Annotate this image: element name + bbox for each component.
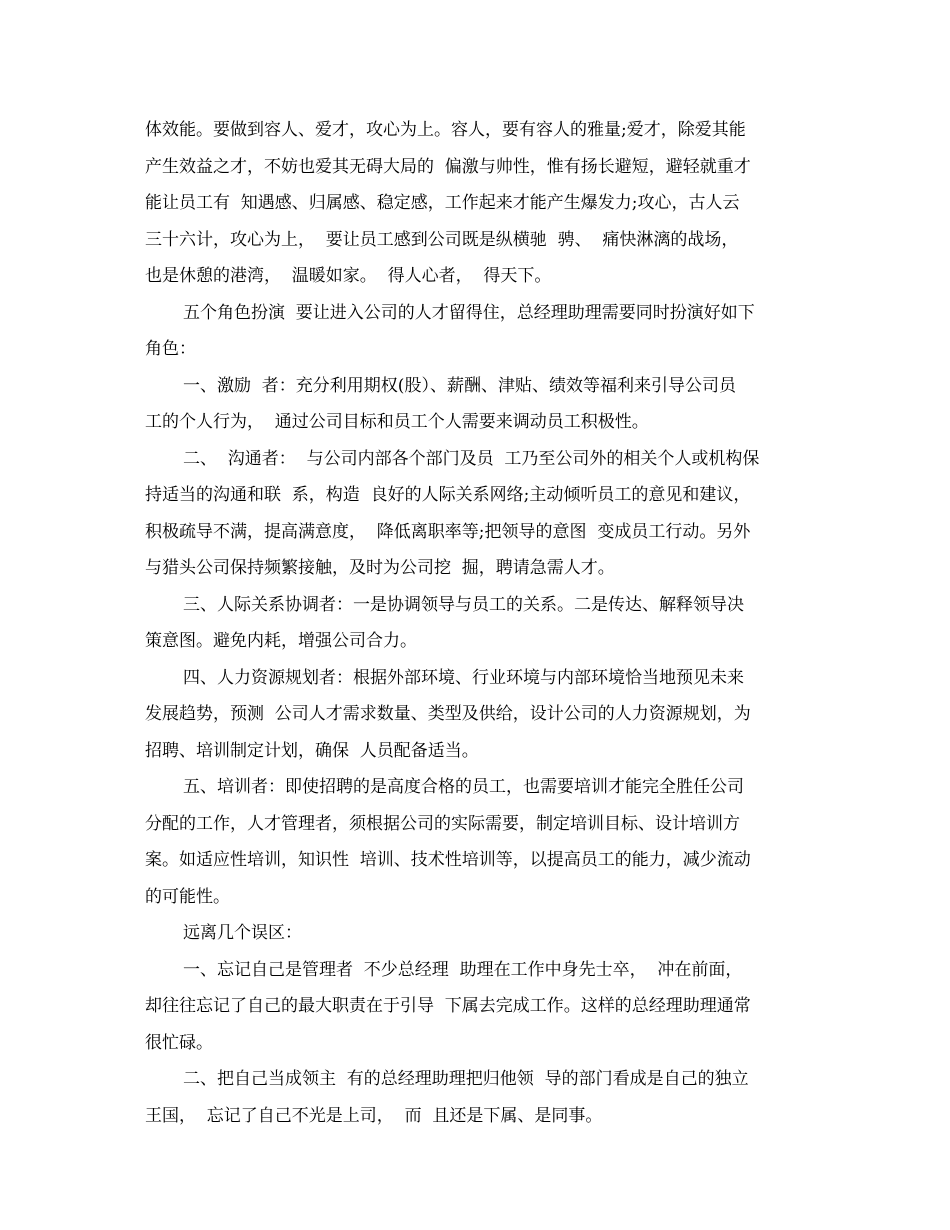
document-body: [145, 112, 810, 1134]
text-line: 策意图。避免内耗，增强公司合力。: [145, 631, 417, 651]
paragraph-start-line: 一、激励 者：充分利用期权(股）、薪酬、津贴、绩效等福利来引导公司员: [183, 375, 736, 396]
paragraph-start-line: 一、忘记自己是管理者 不少总经理 助理在工作中身先士卒， 冲在前面，: [183, 959, 743, 980]
text-line: 却往往忘记了自己的最大职责在于引导 下属去完成工作。这样的总经理助理通常: [145, 996, 751, 1016]
text-line: 招聘、培训制定计划，确保 人员配备适当。: [145, 740, 479, 761]
text-line: 很忙碌。: [145, 1032, 213, 1053]
paragraph-start-line: 二、把自己当成领主 有的总经理助理把归他领 导的部门看成是自己的独立: [183, 1069, 749, 1089]
text-line: 积极疏导不满，提高满意度， 降低离职率等;把领导的意图 变成员工行动。另外: [145, 521, 751, 542]
text-line: 分配的工作，人才管理者，须根据公司的实际需要，制定培训目标、设计培训方: [145, 813, 740, 834]
text-line: 工的个人行为， 通过公司目标和员工个人需要来调动员工积极性。: [145, 412, 649, 432]
text-line: 王国， 忘记了自己不光是上司， 而 且还是下属、是同事。: [145, 1105, 603, 1126]
paragraph-start-line: 四、人力资源规划者：根据外部环境、行业环境与内部环境恰当地预见未来: [183, 667, 744, 688]
paragraph-start-line: 三、人际关系协调者：一是协调领导与员工的关系。二是传达、解释领导决: [183, 594, 744, 615]
text-line: 持适当的沟通和联 系，构造 良好的人际关系网络;主动倾听员工的意见和建议，: [145, 485, 751, 505]
text-line: 案。如适应性培训，知识性 培训、技术性培训等，以提高员工的能力，减少流动: [145, 850, 751, 870]
paragraph-start-line: 远离几个误区：: [183, 923, 302, 943]
text-line: 体效能。要做到容人、爱才，攻心为上。容人，要有容人的雅量;爱才，除爱其能: [145, 120, 746, 140]
text-line: 的可能性。: [145, 886, 230, 907]
paragraph-start-line: 五个角色扮演 要让进入公司的人才留得住，总经理助理需要同时扮演好如下: [183, 302, 755, 323]
text-line: 与猎头公司保持频繁接触，及时为公司挖 掘，聘请急需人才。: [145, 558, 615, 578]
text-line: 能让员工有 知遇感、归属感、稳定感，工作起来才能产生爆发力;攻心，古人云: [145, 193, 740, 213]
paragraph-start-line: 二、 沟通者： 与公司内部各个部门及员 工乃至公司外的相关个人或机构保: [183, 448, 760, 469]
text-line: 角色：: [145, 339, 196, 359]
text-line: 三十六计，攻心为上， 要让员工感到公司既是纵横驰 骋、 痛快淋漓的战场，: [145, 229, 739, 250]
text-line: 产生效益之才，不妨也爱其无碍大局的 偏激与帅性，惟有扬长避短，避轻就重才: [145, 156, 751, 177]
paragraph-start-line: 五、培训者：即使招聘的是高度合格的员工，也需要培训才能完全胜任公司: [183, 777, 744, 797]
text-line: 发展趋势，预测 公司人才需求数量、类型及供给，设计公司的人力资源规划，为: [145, 704, 751, 724]
text-line: 也是休憩的港湾， 温暖如家。 得人心者， 得天下。: [145, 266, 552, 286]
